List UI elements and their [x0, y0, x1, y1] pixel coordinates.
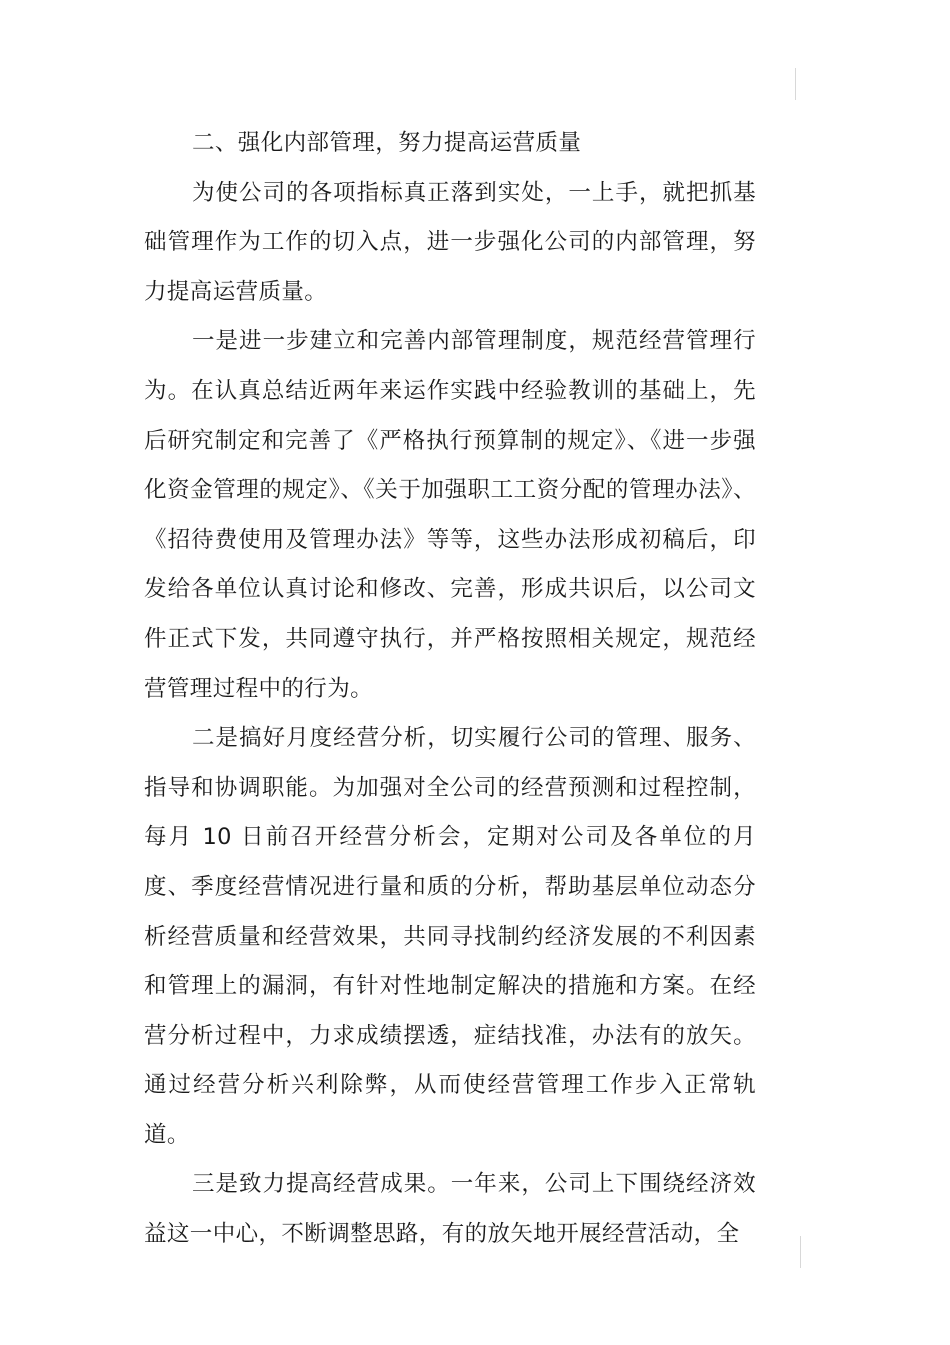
section-heading: 二、强化内部管理，努力提高运营质量 [192, 130, 582, 156]
paragraph-management-system: 一是进一步建立和完善内部管理制度，规范经营管理行为。在认真总结近两年来运作实践中经验教训的基础上，先后研究制定和完善了《严格执行预算制的规定》、《进一步强化资金管理的规定》、《关于加强职工工资分配的管理办法》、《招待费使用及管理办法》等等，这些办法形成初稿后，印发给各单位认真讨论和修改、完善，形成共识后，以公司文件正式下发，共同遵守执行，并严格按照相关规定，规范经营管理过程中的行为。 [144, 328, 756, 702]
page-margin-mark-bottom [800, 1236, 801, 1268]
page-margin-mark-top [795, 68, 796, 100]
paragraph-intro: 为使公司的各项指标真正落到实处，一上手，就把抓基础管理作为工作的切入点，进一步强化公司的内部管理，努力提高运营质量。 [144, 179, 756, 305]
paragraph-operating-results: 三是致力提高经营成果。一年来，公司上下围绕经济效益这一中心，不断调整思路，有的放矢地开展经营活动，全 [144, 1171, 756, 1248]
paragraph-monthly-analysis: 二是搞好月度经营分析，切实履行公司的管理、服务、指导和协调职能。为加强对全公司的经营预测和过程控制，每月 10 日前召开经营分析会，定期对公司及各单位的月度、季度经营情况进行量和质的分析，帮助基层单位动态分析经营质量和经营效果，共同寻找制约经济发展的不利因素和管理上的漏洞，有针对性地制定解决的措施和方案。在经营分析过程中，力求成绩摆透，症结找准，办法有的放矢。通过经营分析兴利除弊，从而使经营管理工作步入正常轨道。 [144, 725, 756, 1148]
document-body [144, 119, 756, 1260]
